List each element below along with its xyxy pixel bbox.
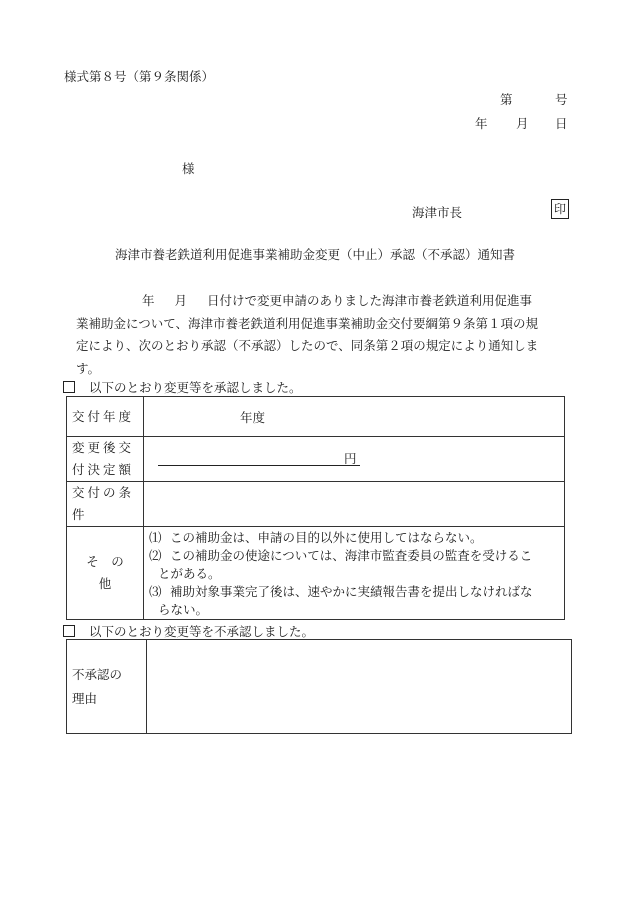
body-line3: 定により、次のとおり承認（不承認）したので、同条第２項の規定により通知しま bbox=[76, 338, 539, 353]
table-row bbox=[67, 397, 565, 437]
fiscal-year-label: 交付年度 bbox=[67, 397, 144, 437]
rejection-table bbox=[66, 639, 572, 734]
note-3: ⑶ 補助対象事業完了後は、速やかに実績報告書を提出しなければな らない。 bbox=[149, 584, 533, 617]
table-row bbox=[67, 640, 572, 734]
amount-label: 変更後交 付決定額 bbox=[67, 437, 144, 482]
approved-heading: 以下のとおり変更等を承認しました。 bbox=[89, 380, 302, 395]
document-title: 海津市養老鉄道利用促進事業補助金変更（中止）承認（不承認）通知書 bbox=[114, 247, 515, 262]
body-line2: 業補助金について、海津市養老鉄道利用促進事業補助金交付要綱第９条第１項の規 bbox=[76, 315, 539, 331]
body-year: 年 bbox=[142, 293, 155, 308]
year-label: 年 bbox=[475, 116, 488, 131]
amount-cell[interactable] bbox=[144, 437, 565, 482]
table-row bbox=[67, 527, 565, 620]
rejected-heading: 以下のとおり変更等を不承認しました。 bbox=[89, 624, 315, 639]
rejected-option[interactable] bbox=[63, 622, 314, 640]
table-row bbox=[67, 437, 565, 482]
issuer-name: 海津市長 bbox=[412, 205, 463, 220]
addressee: 様 bbox=[182, 161, 195, 176]
rejected-checkbox[interactable] bbox=[63, 625, 75, 637]
fiscal-year-unit: 年度 bbox=[240, 409, 266, 425]
month-label: 月 bbox=[516, 116, 529, 131]
approval-table bbox=[66, 396, 565, 620]
approved-checkbox[interactable] bbox=[63, 381, 75, 393]
body-line1: 日付けで変更申請のありました海津市養老鉄道利用促進事 bbox=[207, 293, 533, 308]
approved-option[interactable] bbox=[63, 378, 302, 396]
note-2: ⑵ この補助金の使途については、海津市監査委員の監査を受けるこ とがある。 bbox=[149, 548, 533, 581]
notes-cell bbox=[144, 527, 565, 620]
amount-underline bbox=[158, 465, 360, 466]
other-label: そ の 他 bbox=[67, 527, 144, 620]
yen-unit: 円 bbox=[344, 451, 357, 466]
table-row bbox=[67, 482, 565, 527]
day-label: 日 bbox=[555, 116, 568, 131]
seal-mark: 印 bbox=[551, 199, 569, 219]
note-1: ⑴ この補助金は、申請の目的以外に使用してはならない。 bbox=[149, 530, 483, 545]
conditions-label: 交付の条 件 bbox=[67, 482, 144, 527]
fiscal-year-cell[interactable] bbox=[144, 397, 565, 437]
reason-label: 不承認の 理由 bbox=[67, 640, 147, 734]
reason-cell[interactable] bbox=[147, 640, 572, 734]
form-number: 様式第８号（第９条関係） bbox=[64, 69, 215, 84]
body-line4: す。 bbox=[76, 360, 101, 376]
body-paragraph bbox=[76, 290, 572, 380]
body-month: 月 bbox=[174, 293, 188, 308]
doc-no-label: 第 bbox=[500, 92, 513, 107]
doc-no-suffix: 号 bbox=[555, 92, 568, 107]
conditions-cell[interactable] bbox=[144, 482, 565, 527]
